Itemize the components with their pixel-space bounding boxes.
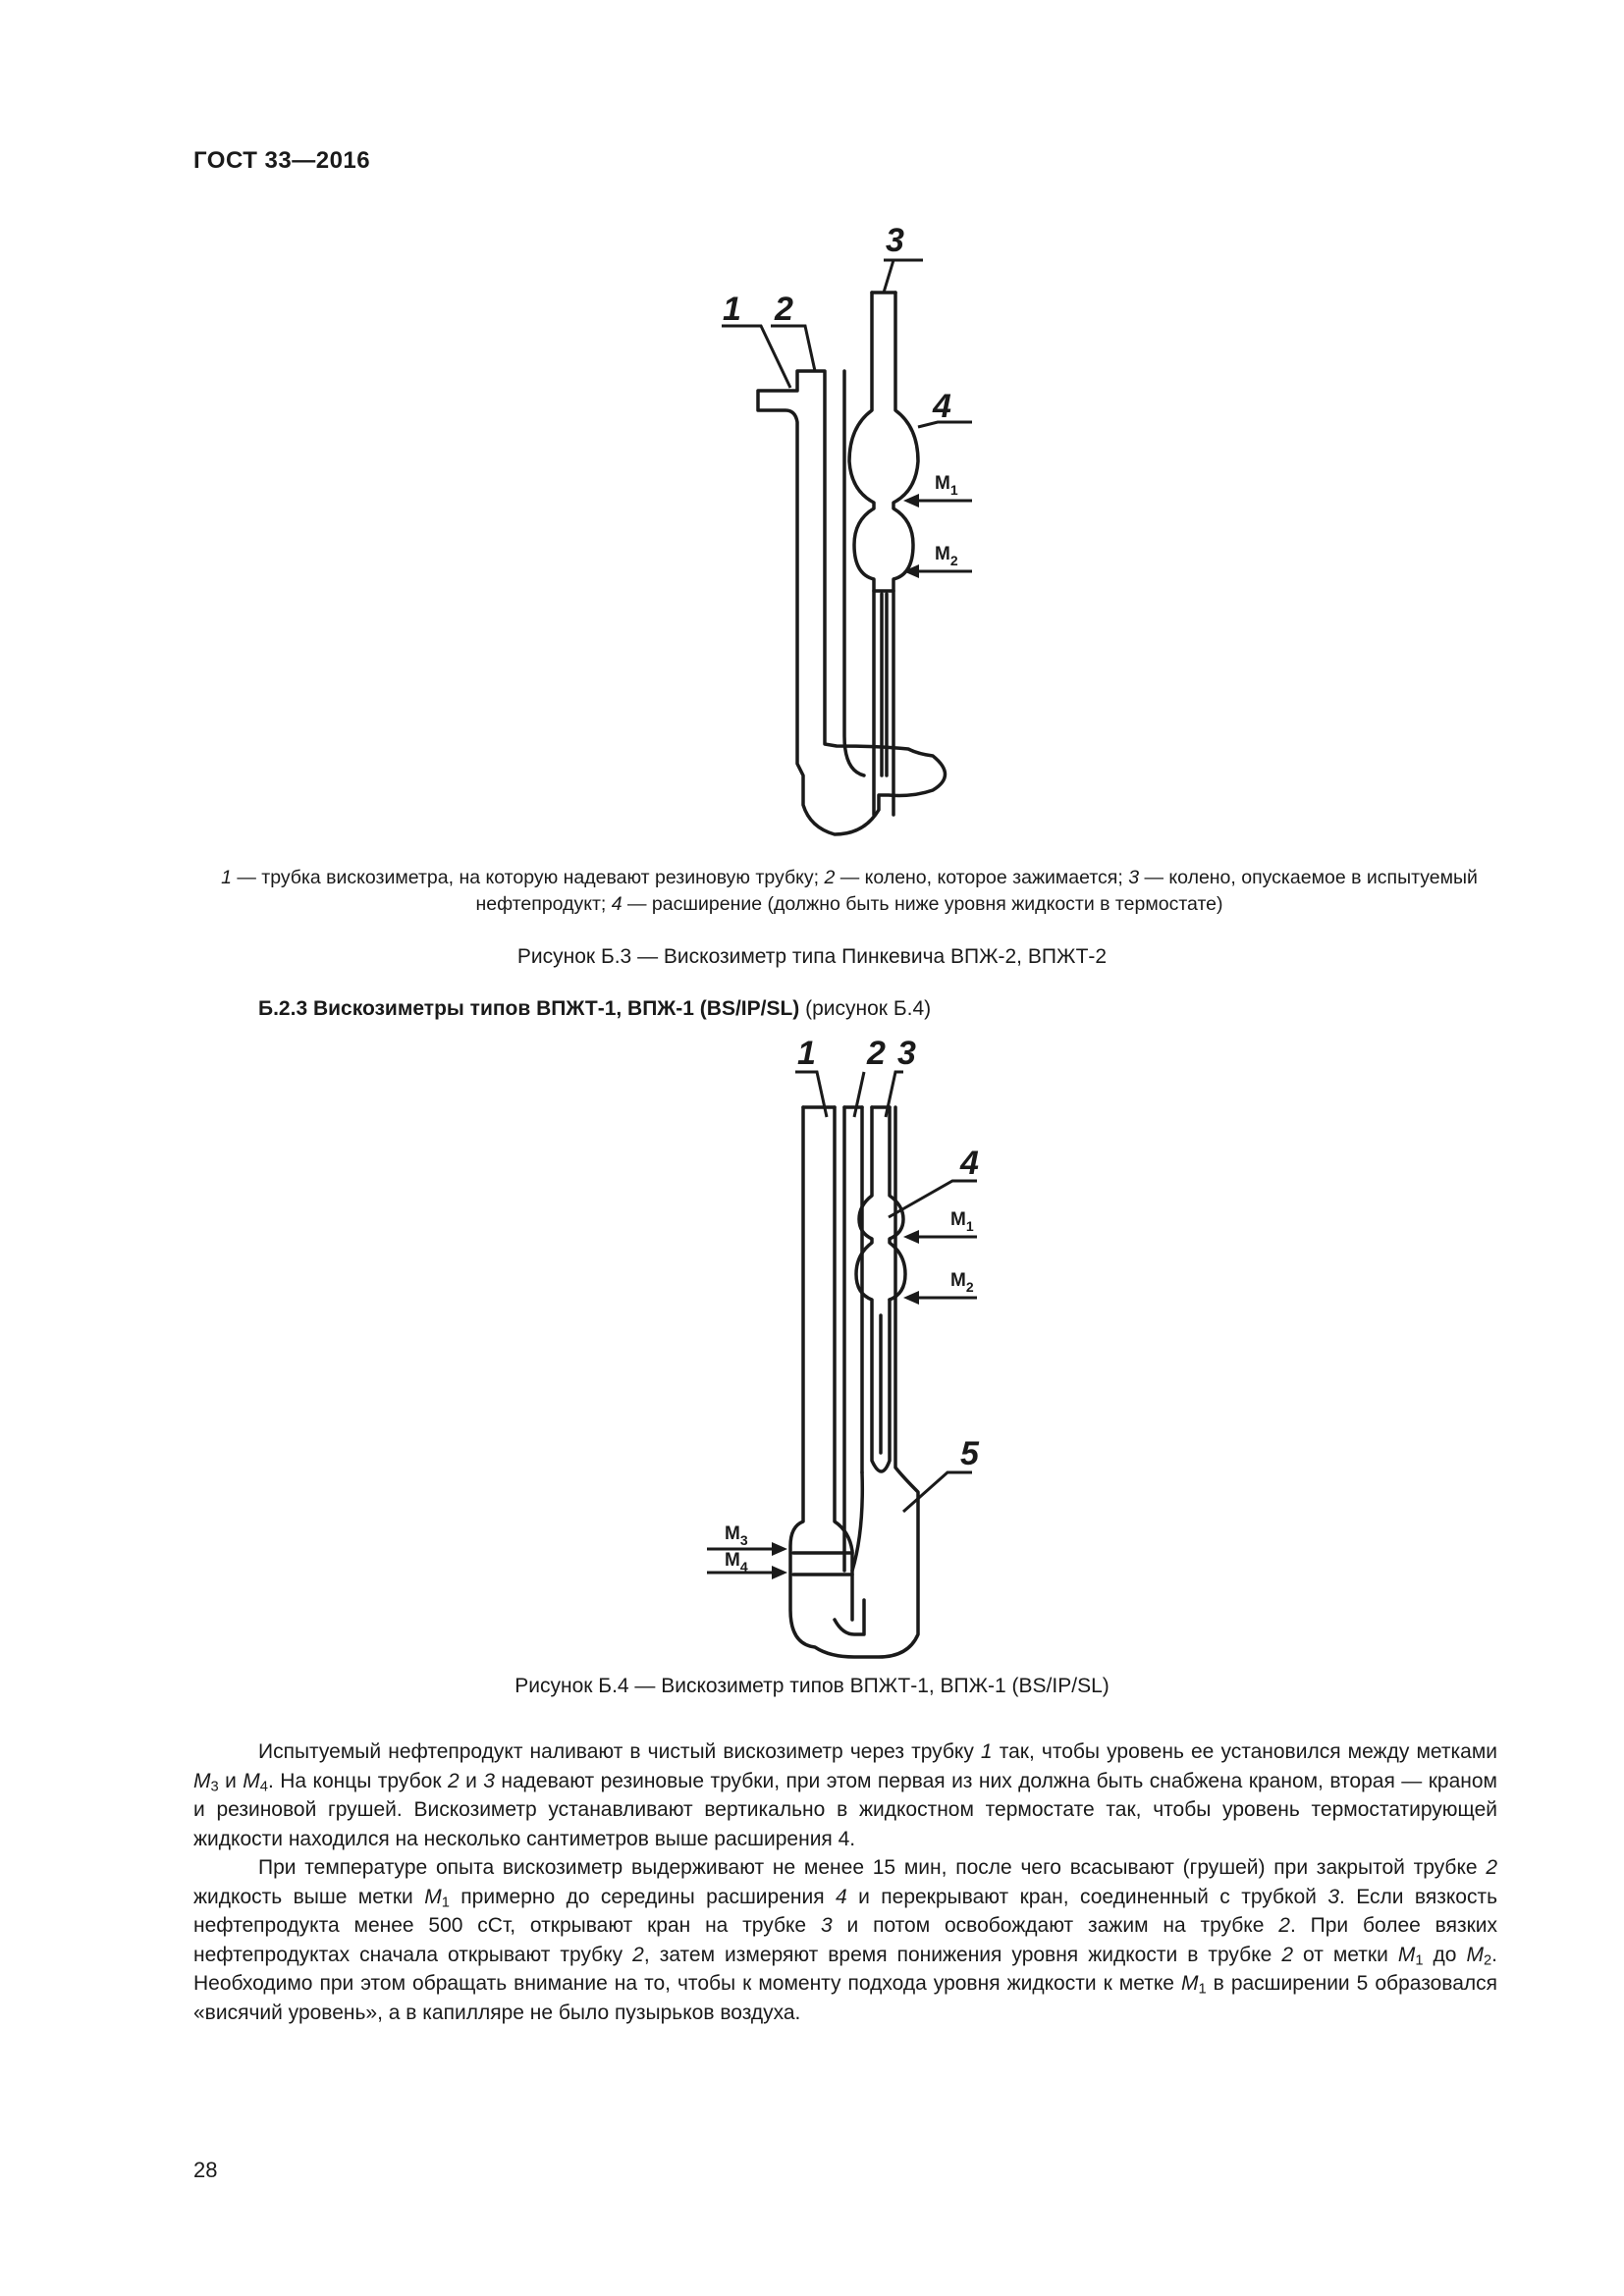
section-heading: Б.2.3 Вискозиметры типов ВПЖТ-1, ВПЖ-1 (BS/IP/SL) (рисунок Б.4) xyxy=(258,997,932,1020)
b4-label-1: 1 xyxy=(797,1035,816,1072)
b4-mark-m3: $M_3$ xyxy=(725,1523,748,1548)
b4-arrowhead-m1 xyxy=(903,1230,919,1244)
figure-b3-caption: Рисунок Б.3 — Вискозиметр типа Пинкевича ВПЖ-2, ВПЖТ-2 xyxy=(516,945,1108,968)
b4-arrowhead-m4 xyxy=(772,1566,787,1579)
b4-label-4: 4 xyxy=(960,1145,979,1182)
b4-leader-1 xyxy=(795,1072,827,1117)
b3-mark-m1: $M_1$ xyxy=(935,473,958,498)
b4-mark-m1: $M_1$ xyxy=(950,1209,974,1234)
b4-tube-1-bottom xyxy=(835,1600,864,1634)
b4-leader-5 xyxy=(903,1472,972,1512)
b3-label-1: 1 xyxy=(723,291,741,328)
b3-label-4: 4 xyxy=(933,388,951,425)
page-number: 28 xyxy=(193,2158,218,2182)
b4-tube-3-right xyxy=(890,1107,905,1300)
b4-label-3: 3 xyxy=(897,1035,916,1072)
b3-tube-3-left xyxy=(849,293,874,815)
b3-leader-1 xyxy=(722,326,790,388)
b3-mark-m2: $M_2$ xyxy=(935,544,958,568)
paragraph-2: При температуре опыта вискозиметр выдерживают не менее 15 мин, после чего всасывают (грушей) при закрытой трубке 2 жидкость выше метки $M_1$ примерно до середины расширения 4 и перекрывают кран, соединенный с трубкой 3. Если вязкость нефтепродукта менее 500 сСт, открывают кран на трубке 3 и потом освобождают зажим на трубке 2. При более вязких нефтепродуктах сначала открывают трубку 2, затем измеряют время понижения уровня жидкости в трубке 2 от метки $M_1$ до $M_2$. Необходимо при этом обращать внимание на то, чтобы к моменту подхода уровня жидкости к метке $M_1$ в расширении 5 образовался «висячий уровень», а в капилляре не было пузырьков воздуха. xyxy=(193,1856,1498,2024)
figure-b4-caption: Рисунок Б.4 — Вискозиметр типов ВПЖТ-1, ВПЖ-1 (BS/IP/SL) xyxy=(514,1675,1110,1697)
document-header: ГОСТ 33—2016 xyxy=(193,147,371,174)
figure-b4-diagram xyxy=(0,1031,1624,1718)
b3-label-2: 2 xyxy=(775,291,793,328)
b4-label-2: 2 xyxy=(867,1035,886,1072)
b4-label-5: 5 xyxy=(960,1435,979,1472)
b4-mark-m2: $M_2$ xyxy=(950,1270,974,1295)
b3-tube-3-right xyxy=(893,293,918,815)
b3-label-3: 3 xyxy=(886,222,904,259)
figure-b3-legend: 1 — трубка вискозиметра, на которую надевают резиновую трубку; 2 — колено, которое зажимается; 3 — колено, опускаемое в испытуемый нефтепродукт; 4 — расширение (должно быть ниже уровня жидкости в термостате) xyxy=(221,867,1478,915)
figure-b3-diagram xyxy=(0,0,1624,883)
paragraph-1: Испытуемый нефтепродукт наливают в чистый вискозиметр через трубку 1 так, чтобы уровень ее установился между метками $M_3$ и $M_4$. На концы трубок 2 и 3 надевают резиновые трубки, при этом первая из них должна быть снабжена краном, вторая — краном и резиновой грушей. Вискозиметр устанавливают вертикально в жидкостном термостате так, чтобы уровень термостатирующей жидкости находился на несколько сантиметров выше расширения 4. xyxy=(193,1740,1497,1850)
b4-arrowhead-m3 xyxy=(772,1542,787,1556)
b3-leader-3 xyxy=(884,260,923,293)
b3-leader-2 xyxy=(771,326,815,371)
b4-arrowhead-m2 xyxy=(903,1291,919,1305)
b4-mark-m4: $M_4$ xyxy=(725,1550,748,1575)
b3-arrowhead-m2 xyxy=(903,564,919,578)
